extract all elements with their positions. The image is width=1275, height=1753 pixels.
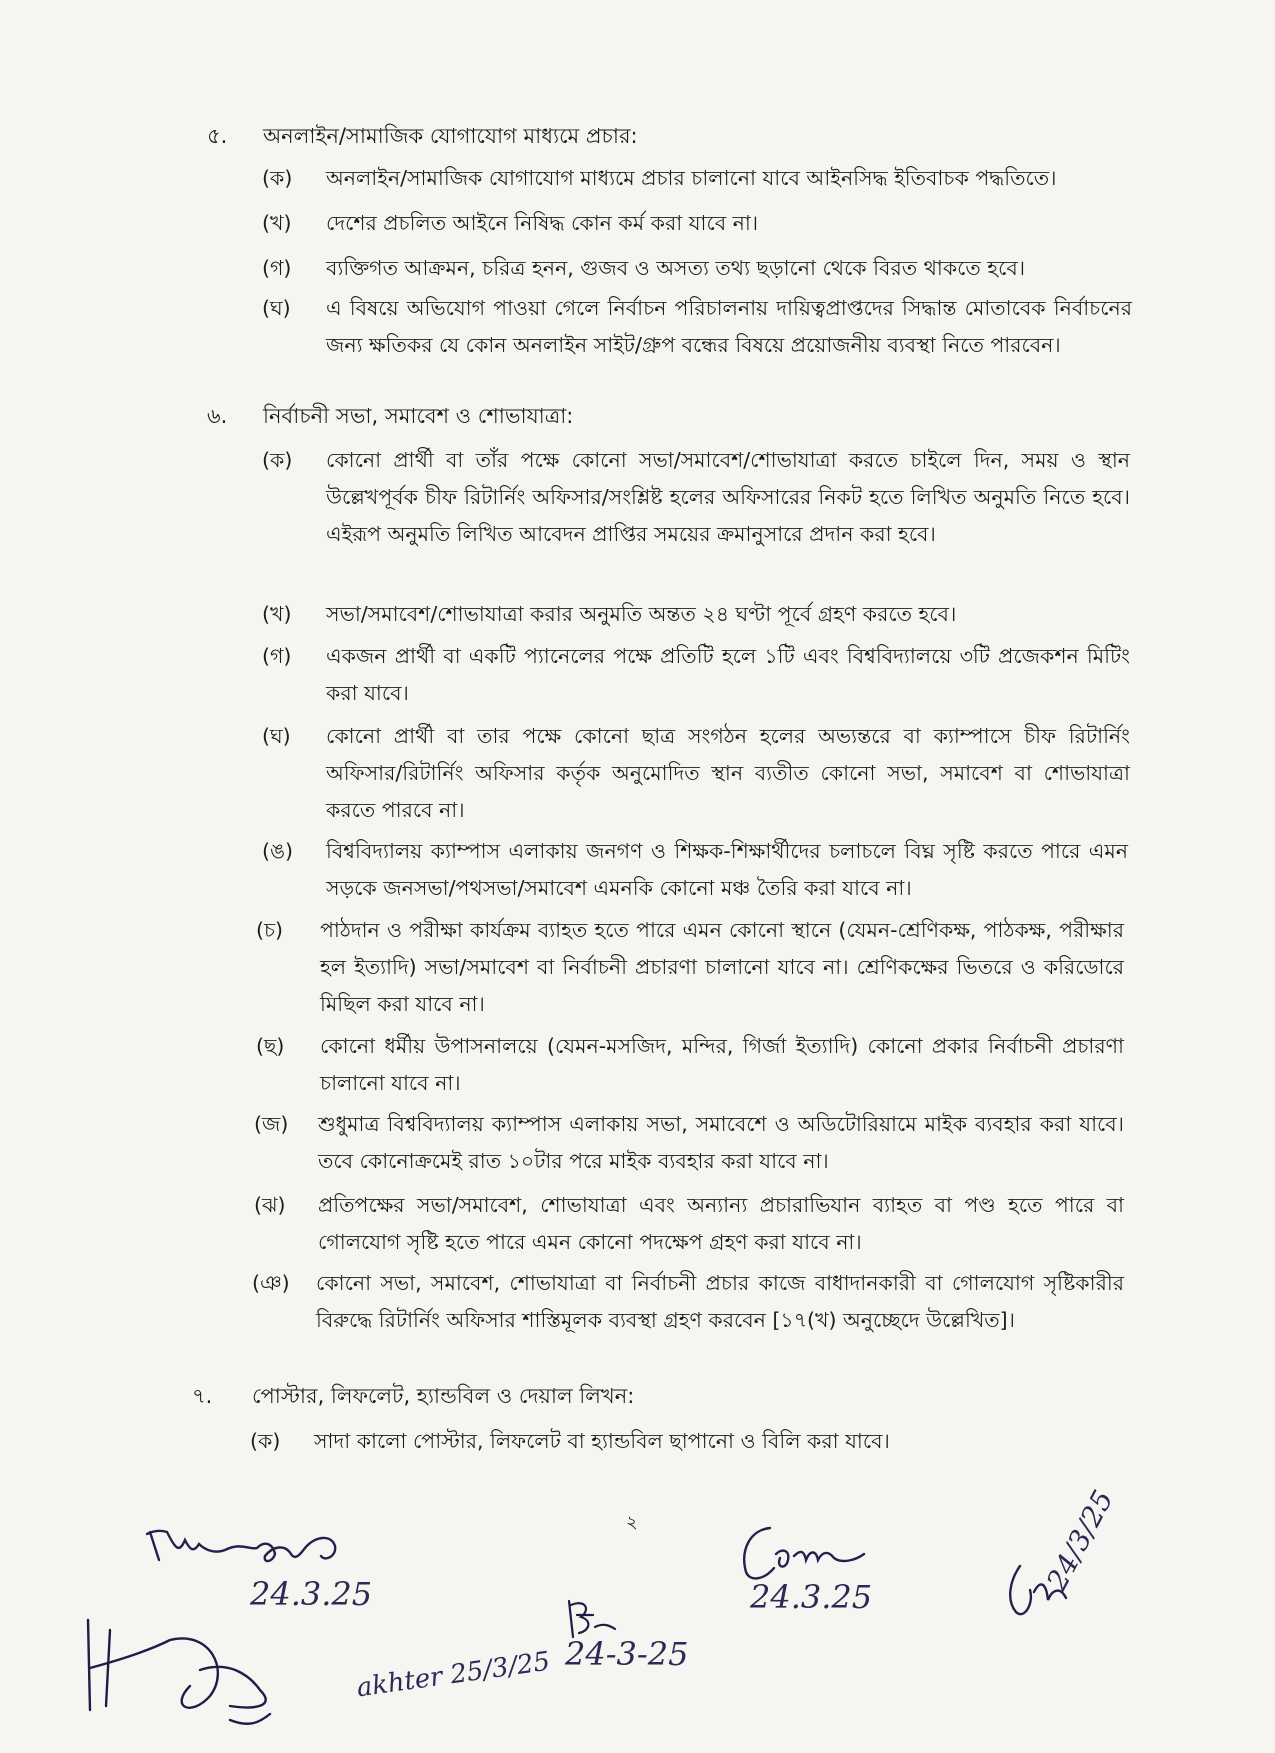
signature-date: 24/3/25 xyxy=(1040,1484,1120,1596)
section-number: ৬. xyxy=(207,404,228,428)
signature-date: 24.3.25 xyxy=(750,1578,873,1616)
item-text: কোনো সভা, সমাবেশ, শোভাযাত্রা বা নির্বাচনী প্রচার কাজে বাধাদানকারী বা গোলযোগ সৃষ্টিকারীর বিরুদ্ধে রিটার্নিং অফিসার শাস্তিমূলক ব্যবস্থা গ্রহণ করবেন [১৭(খ) অনুচ্ছেদে উল্লেখিত]। xyxy=(316,1271,1124,1332)
section-number: ৭. xyxy=(192,1384,213,1408)
section-7-heading xyxy=(192,1380,635,1415)
page-number: ২ xyxy=(626,1512,638,1533)
item-text: বিশ্ববিদ্যালয় ক্যাম্পাস এলাকায় জনগণ ও শিক্ষক-শিক্ষার্থীদের চলাচলে বিঘ্ন সৃষ্টি করতে পারে এমন সড়কে জনসভা/পথসভা/সমাবেশ এমনকি কোনো মঞ্চ তৈরি করা যাবে না। xyxy=(326,839,1128,900)
signature xyxy=(80,1610,320,1744)
section-6-heading xyxy=(207,400,574,435)
item-text: প্রতিপক্ষের সভা/সমাবেশ, শোভাযাত্রা এবং অন্যান্য প্রচারাভিযান ব্যাহত বা পণ্ড হতে পারে বা গোলযোগ সৃষ্টি হতে পারে এমন কোনো পদক্ষেপ গ্রহণ করা যাবে না। xyxy=(318,1193,1124,1254)
signature xyxy=(730,1520,930,1616)
section-title: পোস্টার, লিফলেট, হ্যান্ডবিল ও দেয়াল লিখন: xyxy=(252,1384,635,1408)
signature-scribble xyxy=(80,1610,320,1740)
item-label: (ঞ) xyxy=(252,1271,290,1295)
item-label: (ক) xyxy=(262,166,293,190)
item-text: কোনো প্রার্থী বা তাঁর পক্ষে কোনো সভা/সমাবেশ/শোভাযাত্রা করতে চাইলে দিন, সময় ও স্থান উল্লেখপূর্বক চীফ রিটার্নিং অফিসার/সংশ্লিষ্ট হলের অফিসারের নিকট হতে লিখিত অনুমতি নিতে হবে। এইরূপ অনুমতি লিখিত আবেদন প্রাপ্তির সময়ের ক্রমানুসারে প্রদান করা হবে। xyxy=(326,448,1130,546)
item-text: দেশের প্রচলিত আইনে নিষিদ্ধ কোন কর্ম করা যাবে না। xyxy=(326,211,759,235)
signature-date: 24.3.25 xyxy=(250,1575,373,1613)
signature xyxy=(1000,1484,1120,1644)
signature-date: 24-3-25 xyxy=(565,1635,689,1673)
item-label: (খ) xyxy=(262,211,292,235)
item-label: (ক) xyxy=(262,448,293,472)
section-number: ৫. xyxy=(207,124,228,148)
item-text: পাঠদান ও পরীক্ষা কার্যক্রম ব্যাহত হতে পারে এমন কোনো স্থানে (যেমন-শ্রেণিকক্ষ, পাঠকক্ষ, পরীক্ষার হল ইত্যাদি) সভা/সমাবেশ বা নির্বাচনী প্রচারণা চালানো যাবে না। শ্রেণিকক্ষের ভিতরে ও করিডোরে মিছিল করা যাবে না। xyxy=(320,918,1124,1016)
item-text: শুধুমাত্র বিশ্ববিদ্যালয় ক্যাম্পাস এলাকায় সভা, সমাবেশে ও অডিটোরিয়ামে মাইক ব্যবহার করা যাবে। তবে কোনোক্রমেই রাত ১০টার পরে মাইক ব্যবহার করা যাবে না। xyxy=(318,1112,1124,1173)
item-text: সাদা কালো পোস্টার, লিফলেট বা হ্যান্ডবিল ছাপানো ও বিলি করা যাবে। xyxy=(314,1429,890,1453)
item-label: (গ) xyxy=(262,644,292,668)
item-label: (ঙ) xyxy=(262,839,294,863)
section-title: অনলাইন/সামাজিক যোগাযোগ মাধ্যমে প্রচার: xyxy=(263,124,638,148)
item-label: (চ) xyxy=(256,918,284,942)
item-text: কোনো প্রার্থী বা তার পক্ষে কোনো ছাত্র সংগঠন হলের অভ্যন্তরে বা ক্যাম্পাসে চীফ রিটার্নিং অফিসার/রিটার্নিং অফিসার কর্তৃক অনুমোদিত স্থান ব্যতীত কোনো সভা, সমাবেশ বা শোভাযাত্রা করতে পারবে না। xyxy=(326,724,1130,822)
signature xyxy=(565,1595,689,1673)
item-label: (ঘ) xyxy=(262,296,291,320)
item-text: সভা/সমাবেশ/শোভাযাত্রা করার অনুমতি অন্তত ২৪ ঘণ্টা পূর্বে গ্রহণ করতে হবে। xyxy=(326,602,957,626)
item-label: (জ) xyxy=(254,1112,289,1136)
item-text: অনলাইন/সামাজিক যোগাযোগ মাধ্যমে প্রচার চালানো যাবে আইনসিদ্ধ ইতিবাচক পদ্ধতিতে। xyxy=(326,166,1057,190)
item-text: একজন প্রার্থী বা একটি প্যানেলের পক্ষে প্রতিটি হলে ১টি এবং বিশ্ববিদ্যালয়ে ৩টি প্রজেকশন মিটিং করা যাবে। xyxy=(326,644,1130,705)
section-title: নির্বাচনী সভা, সমাবেশ ও শোভাযাত্রা: xyxy=(263,404,574,428)
item-label: (ঝ) xyxy=(254,1193,286,1217)
item-label: (ক) xyxy=(250,1429,281,1453)
section-5-heading xyxy=(207,120,638,155)
signature-date: akhter 25/3/25 xyxy=(354,1646,552,1704)
item-label: (গ) xyxy=(262,256,292,280)
item-text: কোনো ধর্মীয় উপাসনালয়ে (যেমন-মসজিদ, মন্দির, গির্জা ইত্যাদি) কোনো প্রকার নির্বাচনী প্রচারণা চালানো যাবে না। xyxy=(320,1034,1124,1095)
signature xyxy=(145,1520,375,1613)
item-label: (খ) xyxy=(262,602,292,626)
item-text: ব্যক্তিগত আক্রমন, চরিত্র হনন, গুজব ও অসত্য তথ্য ছড়ানো থেকে বিরত থাকতে হবে। xyxy=(326,256,1026,280)
item-text: এ বিষয়ে অভিযোগ পাওয়া গেলে নির্বাচন পরিচালনায় দায়িত্বপ্রাপ্তদের সিদ্ধান্ত মোতাবেক নির্বাচনের জন্য ক্ষতিকর যে কোন অনলাইন সাইট/গ্রুপ বন্ধের বিষয়ে প্রয়োজনীয় ব্যবস্থা নিতে পারবেন। xyxy=(326,296,1132,357)
item-label: (ঘ) xyxy=(262,724,291,748)
item-label: (ছ) xyxy=(256,1034,285,1058)
